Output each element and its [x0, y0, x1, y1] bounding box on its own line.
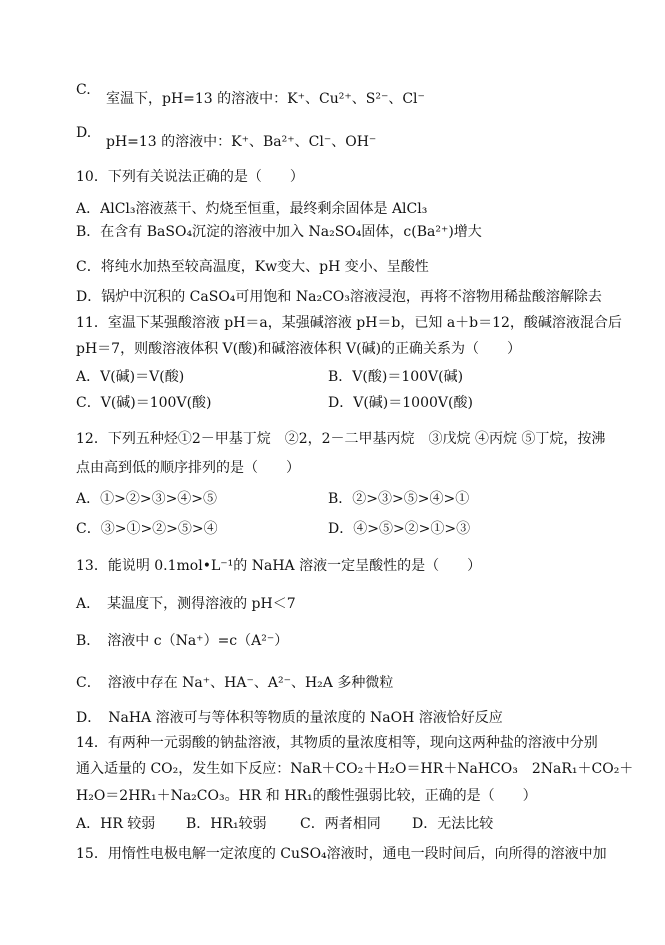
q13-stem: 13．能说明 0.1mol•L⁻¹的 NaHA 溶液一定呈酸性的是（ ）	[76, 558, 482, 574]
q12-option-d: D．④>⑤>②>①>③	[328, 521, 471, 537]
q10-option-b: B．在含有 BaSO₄沉淀的溶液中加入 Na₂SO₄固体，c(Ba²⁺)增大	[76, 224, 482, 240]
q11-option-a: A．V(碱)＝V(酸)	[76, 369, 185, 385]
q11-stem-line1: 11．室温下某强酸溶液 pH＝a，某强碱溶液 pH＝b，已知 a＋b＝12，酸碱溶液混合后	[76, 315, 622, 331]
q11-option-c: C．V(碱)＝100V(酸)	[76, 395, 212, 411]
q11-option-b: B．V(酸)＝100V(碱)	[328, 369, 464, 385]
q14-stem-line1: 14．有两种一元弱酸的钠盐溶液，其物质的量浓度相等，现向这两种盐的溶液中分别	[76, 735, 598, 751]
q14-option-a: A．HR 较弱	[76, 816, 156, 832]
q12-stem-line2: 点由高到低的顺序排列的是（ ）	[76, 460, 300, 476]
q9-option-d-text: pH=13 的溶液中：K⁺、Ba²⁺、Cl⁻、OH⁻	[106, 134, 377, 150]
q10-stem: 10．下列有关说法正确的是（ ）	[76, 169, 304, 185]
q14-stem-line2: 通入适量的 CO₂，发生如下反应：NaR＋CO₂＋H₂O＝HR＋NaHCO₃ 2NaR₁＋CO₂＋	[76, 761, 634, 777]
q14-option-c: C．两者相同	[300, 816, 381, 832]
q13-option-d: D． NaHA 溶液可与等体积等物质的量浓度的 NaOH 溶液恰好反应	[76, 710, 503, 726]
q15-stem-line1: 15．用惰性电极电解一定浓度的 CuSO₄溶液时，通电一段时间后，向所得的溶液中加	[76, 846, 607, 862]
q12-stem-line1: 12．下列五种烃①2－甲基丁烷 ②2，2－二甲基丙烷 ③戊烷 ④丙烷 ⑤丁烷，按沸	[76, 431, 606, 447]
q10-option-a: A．AlCl₃溶液蒸干、灼烧至恒重，最终剩余固体是 AlCl₃	[76, 201, 428, 217]
q12-option-a: A．①>②>③>④>⑤	[76, 491, 218, 507]
q12-option-c: C．③>①>②>⑤>④	[76, 521, 218, 537]
q10-option-c: C．将纯水加热至较高温度，Kw变大、pH 变小、呈酸性	[76, 259, 429, 275]
q11-stem-line2: pH＝7，则酸溶液体积 V(酸)和碱溶液体积 V(碱)的正确关系为（ ）	[76, 341, 522, 357]
q13-option-a: A． 某温度下，测得溶液的 pH＜7	[76, 596, 296, 612]
q14-stem-line3: H₂O＝2HR₁＋Na₂CO₃。HR 和 HR₁的酸性强弱比较，正确的是（ ）	[76, 788, 537, 804]
q9-option-c-label: C.	[76, 82, 91, 98]
q14-option-d: D．无法比较	[412, 816, 494, 832]
q12-option-b: B．②>③>⑤>④>①	[328, 491, 470, 507]
q9-option-d-label: D.	[76, 125, 92, 141]
q9-option-c-text: 室温下，pH=13 的溶液中：K⁺、Cu²⁺、S²⁻、Cl⁻	[106, 91, 425, 107]
q11-option-d: D．V(碱)＝1000V(酸)	[328, 395, 473, 411]
q14-option-b: B．HR₁较弱	[186, 816, 267, 832]
q10-option-d: D．锅炉中沉积的 CaSO₄可用饱和 Na₂CO₃溶液浸泡，再将不溶物用稀盐酸溶解除去	[76, 289, 602, 305]
q13-option-b: B． 溶液中 c（Na⁺）=c（A²⁻）	[76, 633, 289, 649]
q13-option-c: C． 溶液中存在 Na⁺、HA⁻、A²⁻、H₂A 多种微粒	[76, 675, 394, 691]
